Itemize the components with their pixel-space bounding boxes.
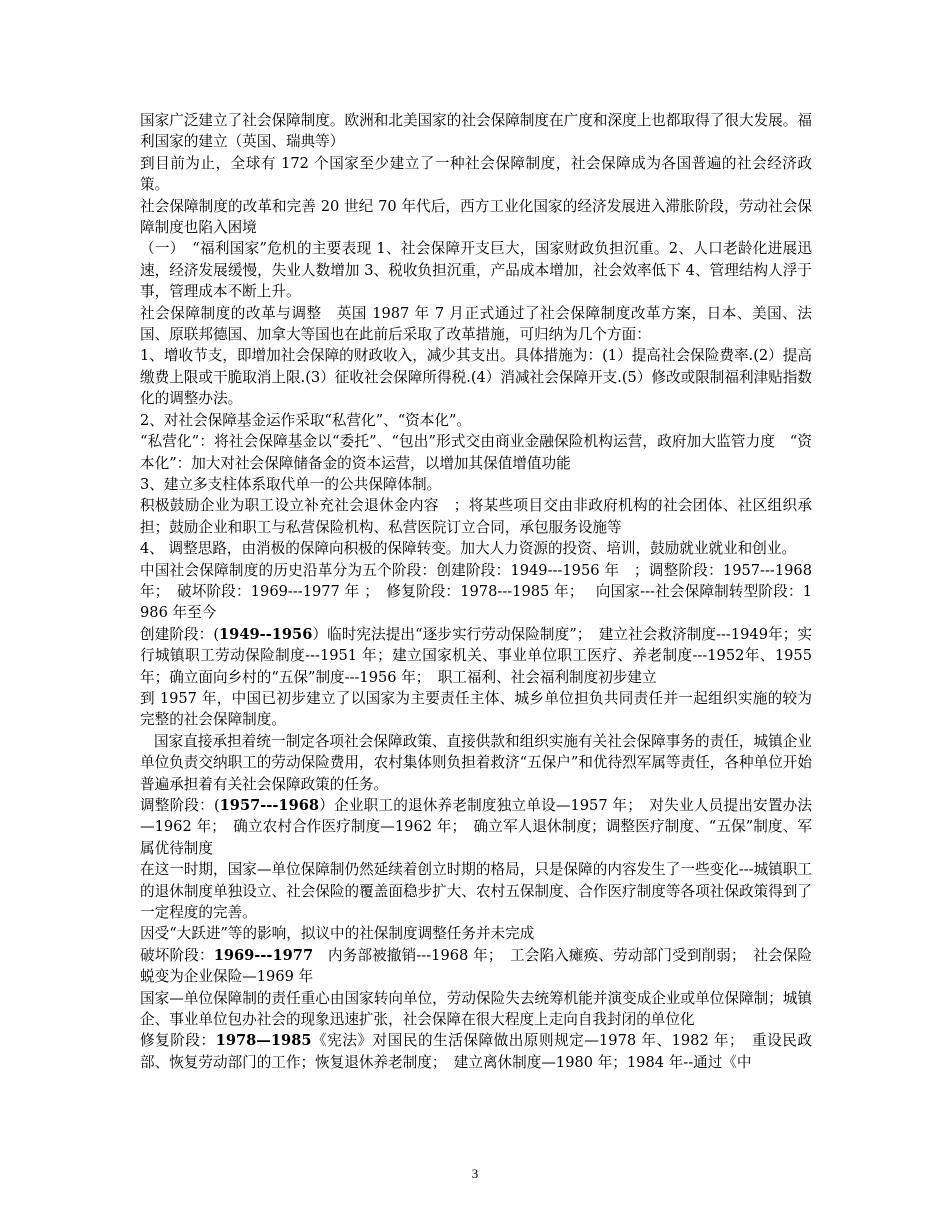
paragraph-item-2: 2、对社会保障基金运作采取“私营化”、“资本化”。 [140, 411, 472, 429]
stage-adjust-text: ）企业职工的退休养老制度独立单设—1957 年； 对失业人员提出安置办法—1962 年； 确立农村合作医疗制度—1962 年； 确立军人退休制度；调整医疗制度、“五保”制度、军属优待制度 [140, 797, 812, 857]
paragraph-privatization: “私营化”：将社会保障基金以“委托”、“包出”形式交由商业金融保险机构运营，政府加大监管力度 “资本化”：加大对社会保障储备金的资本运营，以增加其保值增值功能 [140, 433, 812, 472]
stage-destroy-prefix: 破坏阶段： [140, 946, 214, 964]
paragraph-great-leap: 因受“大跃进”等的影响，拟议中的社保制度调整任务并未完成 [140, 925, 535, 943]
stage-destroy-years: 1969---1977 [213, 946, 314, 964]
stage-build-years: 1949--1956 [219, 625, 313, 643]
paragraph-welfare-crisis: （一） “福利国家”危机的主要表现 1、社会保障开支巨大，国家财政负担沉重。2、人口老龄化进展迅速，经济发展缓慢，失业人数增加 3、税收负担沉重，产品成本增加，社会效率低下 4、管理结构人浮于事，管理成本不断上升。 [140, 240, 812, 301]
paragraph-reform: 社会保障制度的改革与调整 英国 1987 年 7 月正式通过了社会保障制度改革方案，日本、美国、法国、原联邦德国、加拿大等国也在此前后采取了改革措施，可归纳为几个方面： [140, 304, 812, 344]
document-body [140, 110, 812, 1073]
paragraph-item-3: 3、建立多支柱体系取代单一的公共保障体制。 [140, 475, 442, 493]
paragraph-stage-destroy [140, 945, 812, 988]
paragraph-unit-shift: 国家—单位保障制的责任重心由国家转向单位，劳动保险失去统筹机能并演变成企业或单位保障制；城镇企、事业单位包办社会的现象迅速扩张，社会保障在很大程度上走向自我封闭的单位化 [140, 989, 812, 1029]
stage-restore-prefix: 修复阶段： [140, 1032, 216, 1050]
paragraph-1957: 到 1957 年，中国已初步建立了以国家为主要责任主体、城乡单位担负共同责任并一起组织实施的较为完整的社会保障制度。 [140, 689, 812, 729]
paragraph-china-stages: 中国社会保障制度的历史沿革分为五个阶段：创建阶段：1949---1956 年 ；调整阶段：1957---1968 年； 破坏阶段：1969---1977 年 ； 修复阶段：1978---1985 年； 向国家---社会保障制转型阶段：1986 年至今 [140, 561, 812, 622]
paragraph-3: 社会保障制度的改革和完善 20 世纪 70 年代后，西方工业化国家的经济发展进入滞胀阶段，劳动社会保障制度也陷入困境 [140, 197, 812, 237]
paragraph-item-4: 4、 调整思路，由消极的保障向积极的保障转变。加大人力资源的投资、培训，鼓励就业就业和创业。 [140, 540, 797, 558]
stage-adjust-prefix: 调整阶段：( [140, 797, 220, 814]
paragraph-stage-adjust [140, 795, 812, 859]
paragraph-multi-pillar: 积极鼓励企业为职工设立补充社会退休金内容 ；将某些项目交由非政府机构的社会团体、社区组织承担；鼓励企业和职工与私营保险机构、私营医院订立合同，承包服务设施等 [140, 497, 812, 536]
paragraph-stage-build [140, 624, 812, 688]
paragraph-state-responsibility: 国家直接承担着统一制定各项社会保障政策、直接供款和组织实施有关社会保障事务的责任，城镇企业单位负责交纳职工的劳动保险费用，农村集体则负担着救济“五保户”和优待烈军属等责任，各种单位开始普遍承担着有关社会保障政策的任务。 [140, 732, 812, 793]
paragraph-period-pattern: 在这一时期，国家—单位保障制仍然延续着创立时期的格局，只是保障的内容发生了一些变化---城镇职工的退休制度单独设立、社会保险的覆盖面稳步扩大、农村五保制度、合作医疗制度等各项社保政策得到了一定程度的完善。 [140, 861, 812, 922]
stage-restore-text: 《宪法》对国民的生活保障做出原则规定—1978 年、1982 年； 重设民政部、恢复劳动部门的工作；恢复退休养老制度； 建立离休制度—1980 年；1984 年--通过《中 [140, 1032, 812, 1071]
stage-destroy-text: 内务部被撤销---1968 年； 工会陷入瘫痪、劳动部门受到削弱； 社会保险蜕变为企业保险—1969 年 [140, 946, 812, 986]
paragraph-2: 到目前为止，全球有 172 个国家至少建立了一种社会保障制度，社会保障成为各国普遍的社会经济政策。 [140, 154, 812, 194]
paragraph-item-1: 1、增收节支，即增加社会保障的财政收入，减少其支出。具体措施为：(1）提高社会保险费率.(2）提高缴费上限或干脆取消上限.(3）征收社会保障所得税.(4）消减社会保障开支.(5）修改或限制福利津贴指数化的调整办法。 [140, 347, 812, 408]
paragraph-1: 国家广泛建立了社会保障制度。欧洲和北美国家的社会保障制度在广度和深度上也都取得了很大发展。福利国家的建立（英国、瑞典等） [140, 112, 812, 151]
stage-build-text: ）临时宪法提出“逐步实行劳动保险制度”； 建立社会救济制度---1949年；实行城镇职工劳动保险制度---1951 年；建立国家机关、事业单位职工医疗、养老制度---1952年、1955 年；确立面向乡村的“五保”制度---1956 年； 职工福利、社会福利制度初步建立 [140, 625, 812, 686]
stage-build-prefix: 创建阶段：( [140, 625, 220, 643]
paragraph-stage-restore [140, 1030, 812, 1073]
page-number: 3 [471, 1166, 479, 1181]
stage-restore-years: 1978—1985 [215, 1032, 312, 1050]
stage-adjust-years: 1957---1968 [219, 797, 320, 814]
